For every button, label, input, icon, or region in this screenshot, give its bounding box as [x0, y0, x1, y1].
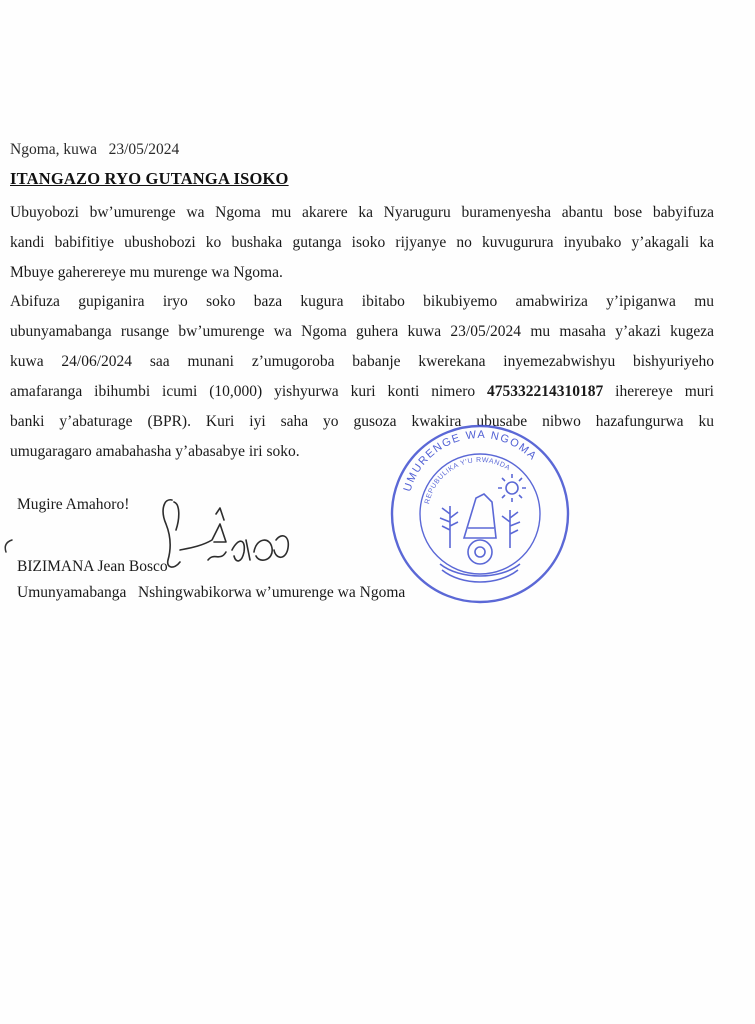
paragraph-line: Abifuza gupiganira iryo soko baza kugura ibitabo bikubiyemo amabwiriza y’ipiganwa mu [10, 293, 714, 310]
closing-greeting: Mugire Amahoro! [17, 496, 130, 513]
seal-text-top: UMURENGE WA NGOMA [401, 428, 540, 494]
paragraph-line: ubunyamabanga rusange bw’umurenge wa Ngoma guhera kuwa 23/05/2024 mu masaha y’akazi kugeza [10, 323, 714, 340]
paragraph-line: umugaragaro amabahasha y’abasabye iri soko. [10, 443, 300, 460]
paragraph-line: Ubuyobozi bw’umurenge wa Ngoma mu akarere ka Nyaruguru buramenyesha abantu bose babyifuza [10, 204, 714, 221]
paragraph-line: banki y’abaturage (BPR). Kuri iyi saha yo gusoza kwakira ubusabe nibwo hazafungurwa ku [10, 413, 714, 430]
signatory-name: BIZIMANA Jean Bosco [17, 558, 168, 575]
account-number: 475332214310187 [487, 383, 604, 400]
official-seal [380, 410, 580, 610]
seal-text-inner: REPUBULIKA Y'U RWANDA [423, 456, 512, 505]
handwritten-signature [150, 490, 310, 580]
pen-mark-icon [0, 536, 20, 556]
paragraph-line: Mbuye gaherereye mu murenge wa Ngoma. [10, 264, 283, 281]
paragraph-line: kandi babifitiye ubushobozi ko bushaka gutanga isoko rijyanye no kuvugurura inyubako y’akagali ka [10, 234, 714, 251]
paragraph-announcement [10, 198, 714, 288]
paragraph-line-account [10, 377, 714, 407]
account-line-before: amafaranga ibihumbi icumi (10,000) yishyurwa kuri konti nimero [10, 383, 488, 400]
paragraph-line: kuwa 24/06/2024 saa munani z’umugoroba babanje kwerekana inyemezabwishyu bishyuriyeho [10, 353, 714, 370]
paragraph-instructions [10, 287, 714, 467]
signatory-title: Umunyamabanga Nshingwabikorwa w’umurenge wa Ngoma [17, 584, 406, 601]
account-line-after: iherereye muri [603, 383, 714, 400]
letter-title: ITANGAZO RYO GUTANGA ISOKO [10, 169, 289, 188]
svg-text:REPUBULIKA Y'U RWANDA [424, 457, 511, 505]
letter-date: Ngoma, kuwa 23/05/2024 [10, 141, 180, 158]
